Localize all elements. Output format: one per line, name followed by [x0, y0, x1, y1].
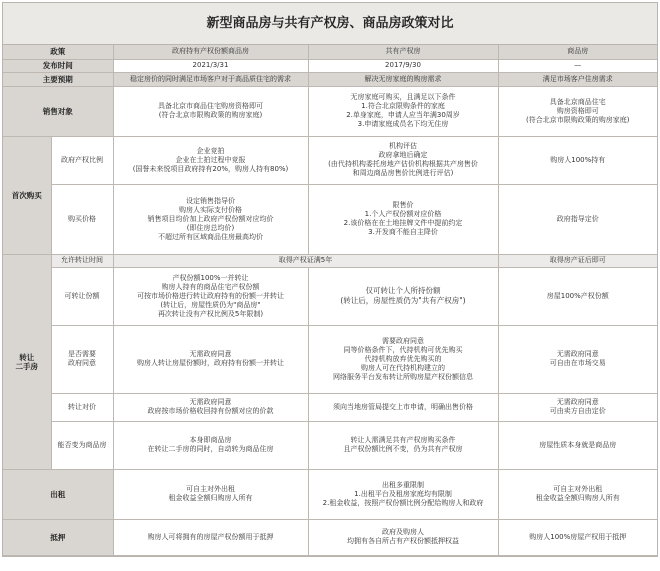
- text-line: (符合北京市限购政策的购房家庭): [158, 111, 263, 119]
- mortgage-row: [3, 519, 657, 555]
- text-line: 仅可转让个人所持份额: [365, 286, 441, 295]
- text-line: 均拥有各自所占有产权份额抵押权益: [347, 537, 459, 545]
- text-line: 3.申请家庭成员名下均无住房: [357, 120, 449, 128]
- price-c: [498, 184, 657, 254]
- release-c: —: [498, 59, 657, 72]
- convert-label: 能否变为商品房: [51, 421, 113, 469]
- text-line: 须向当地房管局提交上市申请，明确出售价格: [333, 402, 473, 411]
- header-col-c: 商品房: [498, 45, 657, 59]
- text-line: 购房人持有的商品住宅产权份额: [161, 282, 260, 291]
- mortgage-b: [308, 519, 498, 555]
- text-line: 产权份额100%一并转让: [172, 273, 249, 282]
- text-line: 3.开发商不能自主降价: [368, 228, 438, 236]
- approval-b: [308, 325, 498, 393]
- ratio-b: [308, 136, 498, 184]
- resale-convert-row: [3, 421, 657, 469]
- text-line: 是否需要: [68, 350, 96, 358]
- text-line: 无需政府同意: [556, 398, 599, 406]
- release-row: [3, 59, 657, 72]
- buyers-label: 销售对象: [3, 86, 113, 136]
- text-line: 具备北京市商品住宅购房资格即可: [158, 102, 263, 110]
- text-line: 可自由在市场交易: [549, 359, 606, 367]
- buyers-b: [308, 86, 498, 136]
- text-line: (即住房总均价): [186, 223, 235, 232]
- price-b: [308, 184, 498, 254]
- text-line: 1.符合北京限购条件的家庭: [361, 102, 445, 110]
- text-line: 政府按市场价格收回持有份额对应的价款: [147, 407, 274, 415]
- text-line: 设定销售指导价: [186, 196, 235, 205]
- text-line: 本身即商品房: [189, 436, 232, 444]
- text-line: 租金收益全额归购房人所有: [535, 494, 620, 502]
- text-line: 网络服务平台发布转让所购房屋产权份额信息: [333, 372, 473, 381]
- text-line: 2.租金收益，按照产权份额比例分配给购房人和政府: [322, 498, 484, 507]
- text-line: 2.该价格在在土地挂牌文件中提前约定: [343, 219, 463, 227]
- convert-a: [113, 421, 308, 469]
- resale-consideration-row: [3, 393, 657, 421]
- ratio-a: [113, 136, 308, 184]
- consideration-a: [113, 393, 308, 421]
- ratio-label: 政府产权比例: [51, 136, 113, 184]
- header-row: [3, 45, 657, 59]
- buyers-row: [3, 86, 657, 136]
- text-line: 二手房: [15, 361, 38, 371]
- header-col-a: 政府持有产权份额商品房: [113, 45, 308, 59]
- text-line: 2.单身家庭，申请人应当年满30周岁: [346, 111, 460, 119]
- consideration-label: 转让对价: [51, 393, 113, 421]
- text-line: 1.出租平台及租房家庭均有限制: [354, 489, 452, 498]
- mortgage-label: 抵押: [3, 519, 113, 555]
- text-line: 购房人可在代持机构建立的: [361, 363, 445, 372]
- text-line: 出租多重限制: [382, 480, 424, 489]
- price-a: [113, 184, 308, 254]
- goal-b: 解决无房家庭的购房需求: [308, 72, 498, 86]
- resale-time-row: [3, 254, 657, 267]
- text-line: 政府及购房人: [382, 528, 424, 536]
- text-line: 再次转让没有产权比例及5年限制): [157, 309, 264, 318]
- text-line: 购房人100%房屋产权用于抵押: [529, 532, 627, 541]
- text-line: 转让: [19, 352, 35, 362]
- comparison-table: [3, 45, 657, 556]
- goal-c: 满足市场客户住房需求: [498, 72, 657, 86]
- resale-share-row: [3, 267, 657, 325]
- goal-row: [3, 72, 657, 86]
- convert-b: [308, 421, 498, 469]
- text-line: 无房家庭可购买，且满足以下条件: [350, 93, 456, 101]
- text-line: 无需政府同意: [189, 350, 232, 358]
- ratio-c: [498, 136, 657, 184]
- share-label: 可转让份额: [51, 267, 113, 325]
- policy-comparison-sheet: [2, 2, 658, 557]
- release-b: 2017/9/30: [308, 59, 498, 72]
- text-line: 企业竞拍: [196, 146, 225, 155]
- consideration-b: [308, 393, 498, 421]
- resale-time-ab: 取得产权证满5年: [113, 254, 498, 267]
- approval-a: [113, 325, 308, 393]
- text-line: (转让后，房屋性质仍为"共有产权房"): [340, 296, 466, 305]
- price-label: 购买价格: [51, 184, 113, 254]
- resale-label: [3, 254, 51, 469]
- resale-approval-row: [3, 325, 657, 393]
- text-line: 代持机构放弃优先购买的: [364, 354, 442, 363]
- rent-c: [498, 469, 657, 519]
- goal-a: 稳定房价的同时满足市场客户对于高品质住宅的需求: [113, 72, 308, 86]
- text-line: 企业在土拍过程中竞报: [175, 155, 246, 164]
- consideration-c: [498, 393, 657, 421]
- text-line: 可按市场价格进行转让政府持有的份额一并转让: [137, 291, 284, 300]
- text-line: 购房资格即可: [556, 106, 599, 115]
- resale-time-c: 取得房产证后即可: [498, 254, 657, 267]
- header-policy: 政策: [3, 45, 113, 59]
- text-line: 在转让二手房的同时，自动转为商品住房: [147, 445, 274, 453]
- buyers-a: [113, 86, 308, 136]
- text-line: 政府指导定价: [556, 214, 599, 223]
- rent-row: [3, 469, 657, 519]
- text-line: 可自主对外出租: [553, 485, 603, 493]
- text-line: (转让后，房屋性质仍为"商品房": [160, 300, 261, 309]
- text-line: 政府同意: [68, 359, 96, 367]
- text-line: 和周边商品房售价比例进行评估): [352, 169, 454, 177]
- release-label: 发布时间: [3, 59, 113, 72]
- text-line: 购房人100%持有: [550, 155, 606, 164]
- buyers-c: [498, 86, 657, 136]
- mortgage-c: [498, 519, 657, 555]
- table-title: 新型商品房与共有产权房、商品房政策对比: [3, 3, 657, 45]
- text-line: 可由卖方自由定价: [549, 407, 606, 415]
- first-purchase-label: 首次购买: [3, 136, 51, 254]
- text-line: 租金收益全额归购房人所有: [168, 494, 253, 502]
- text-line: 机构评估: [389, 142, 417, 150]
- convert-c: [498, 421, 657, 469]
- text-line: 政府拿地后确定: [378, 151, 428, 159]
- text-line: 房屋100%产权份额: [546, 291, 609, 300]
- goal-label: 主要预期: [3, 72, 113, 86]
- text-line: 转让人需满足共有产权房购买条件: [350, 436, 456, 444]
- text-line: 1.个人产权份额对应价格: [364, 210, 442, 218]
- text-line: 且产权份额比例不变，仍为共有产权房: [343, 445, 463, 453]
- rent-b: [308, 469, 498, 519]
- share-c: [498, 267, 657, 325]
- text-line: 需要政府同意: [382, 336, 424, 345]
- text-line: (由代持机构委托房地产估价机构根据共产房售价: [328, 160, 478, 168]
- text-line: 可自主对外出租: [186, 485, 235, 493]
- resale-time-label: 允许转让时间: [51, 254, 113, 267]
- mortgage-a: [113, 519, 308, 555]
- text-line: 无需政府同意: [556, 350, 599, 358]
- share-b: [308, 267, 498, 325]
- release-a: 2021/3/31: [113, 59, 308, 72]
- text-line: (国誉未来悦项目政府持有20%，购房人持有80%): [132, 164, 289, 173]
- text-line: 具备北京商品住宅: [549, 97, 606, 106]
- header-col-b: 共有产权房: [308, 45, 498, 59]
- text-line: 购房人可将拥有的房屋产权份额用于抵押: [147, 532, 274, 541]
- text-line: 购房人实际支付价格: [179, 205, 242, 214]
- approval-label: [51, 325, 113, 393]
- text-line: 房屋性质本身就是商品房: [539, 440, 617, 449]
- text-line: 限售价: [392, 201, 414, 209]
- rent-a: [113, 469, 308, 519]
- text-line: 无需政府同意: [189, 398, 232, 406]
- text-line: 同等价格条件下，代持机构可优先购买: [343, 345, 463, 354]
- first-price-row: [3, 184, 657, 254]
- text-line: (符合北京市限购政策的购房家庭): [526, 115, 630, 124]
- text-line: 购房人转让房屋份额时，政府持有份额一并转让: [137, 359, 284, 367]
- text-line: 不超过所有区域商品住房最高均价: [158, 232, 263, 241]
- approval-c: [498, 325, 657, 393]
- rent-label: 出租: [3, 469, 113, 519]
- share-a: [113, 267, 308, 325]
- text-line: 销售项目均价加上政府产权份额对应均价: [147, 214, 274, 223]
- first-ratio-row: [3, 136, 657, 184]
